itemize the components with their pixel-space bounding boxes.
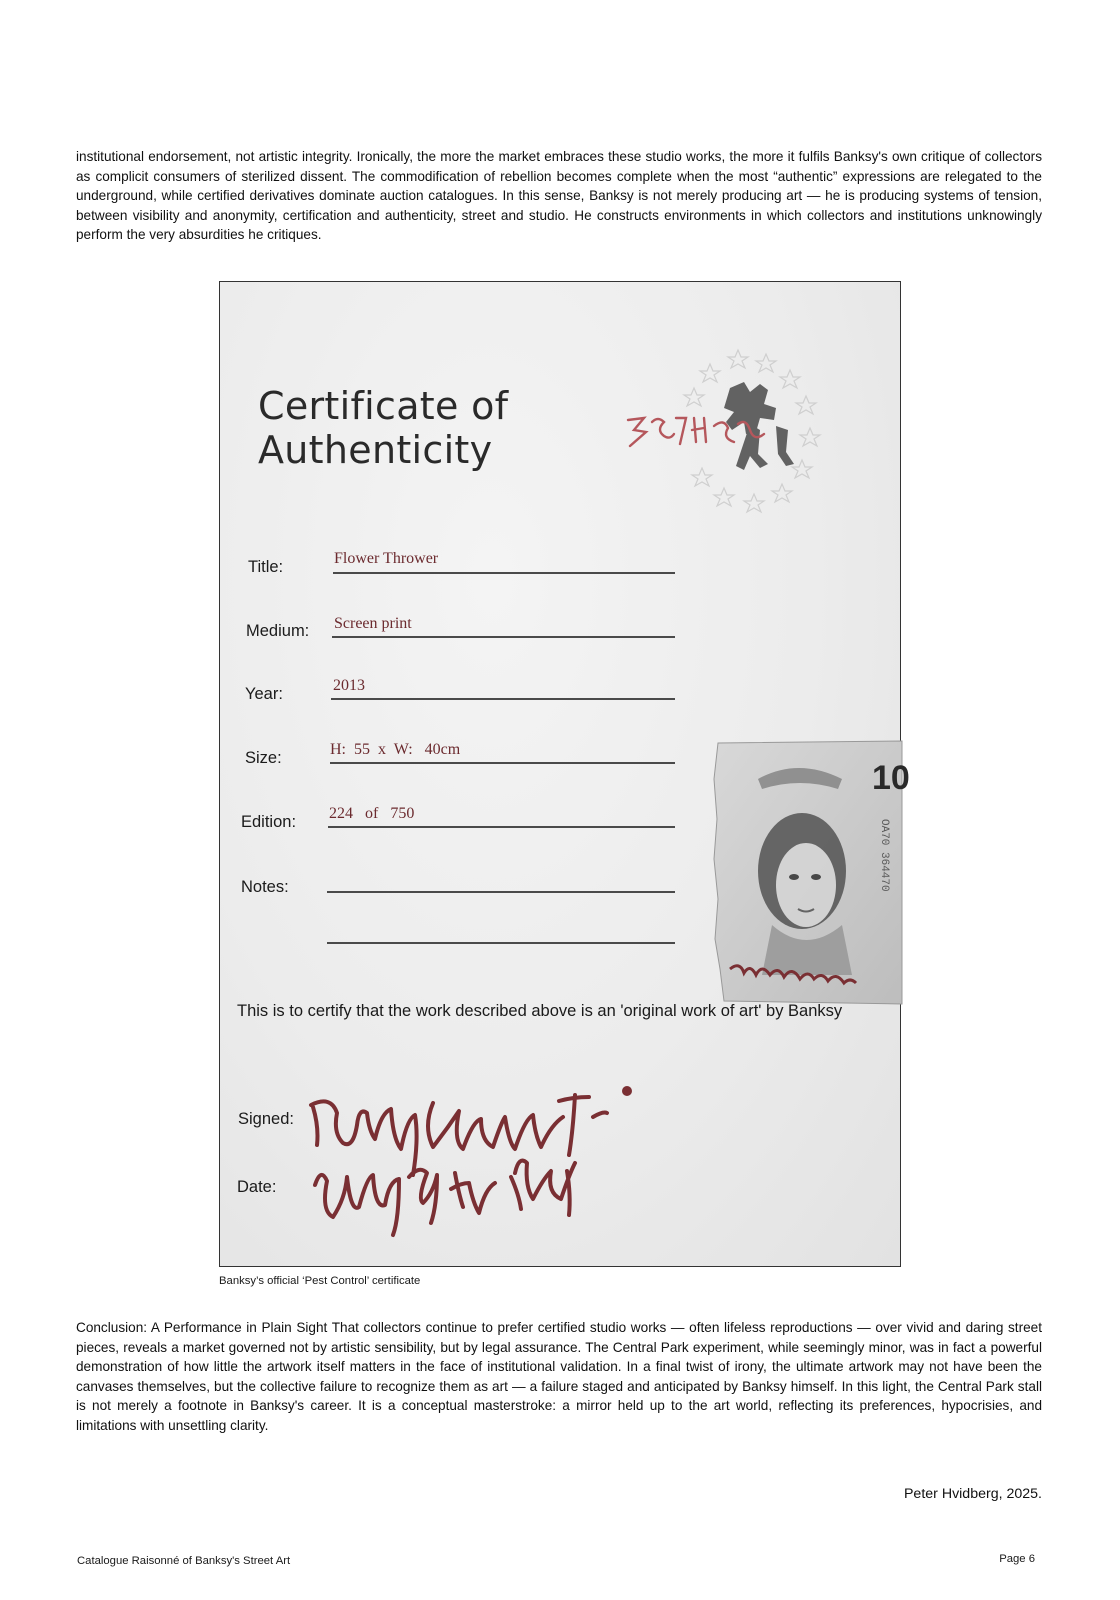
field-notes-underline-2 (327, 942, 675, 944)
certification-statement: This is to certify that the work described above is an 'original work of art' by Banksy (237, 1002, 843, 1020)
banknote-number: 10 (872, 759, 910, 797)
field-medium-label: Medium: (246, 622, 310, 640)
field-notes-underline (327, 891, 675, 893)
field-notes-label: Notes: (241, 878, 289, 896)
certificate-image (219, 281, 910, 1267)
field-size-value: H: 55 x W: 40cm (330, 741, 461, 758)
banknote-image (712, 739, 910, 1004)
signed-label: Signed: (238, 1110, 294, 1128)
handwritten-signature (305, 1077, 665, 1237)
certificate-heading-line1: Certificate of (258, 384, 509, 428)
intro-paragraph: institutional endorsement, not artistic integrity. Ironically, the more the market embraces these studio works, the more it fulfils Banksy's own critique of collectors as complicit consumers of sterilized dissent. The commodification of rebellion becomes complete when the most “authentic” expressions are relegated to the underground, while certified derivatives dominate auction catalogues. In this sense, Banksy is not merely producing art — he is producing systems of tension, between visibility and anonymity, certification and authenticity, street and studio. He constructs environments in which collectors and institutions unknowingly perform the very absurdities he critiques. (76, 149, 1042, 243)
author-signoff: Peter Hvidberg, 2025. (903, 1486, 1042, 1502)
field-medium-underline (332, 636, 675, 638)
date-label: Date: (237, 1178, 277, 1196)
figure-caption: Banksy’s official ‘Pest Control’ certificate (219, 1275, 421, 1287)
field-title-value: Flower Thrower (334, 550, 439, 567)
conclusion-paragraph: Conclusion: A Performance in Plain Sight That collectors continue to prefer certified studio works — often lifeless reproductions — over vivid and daring street pieces, reveals a market governed not by artistic sensibility, but by legal assurance. The Central Park experiment, while seemingly minor, was in fact a powerful demonstration of how little the artwork itself matters in the face of institutional validation. In a final twist of irony, the ultimate artwork may not have been the canvases themselves, but the collective failure to recognize them as art — a failure staged and anticipated by Banksy himself. In this light, the Central Park stall is not merely a footnote in Banksy's career. It is a conceptual masterstroke: a mirror held up to the art world, reflecting its preferences, hypocrisies, and limitations with unsettling clarity. (76, 1320, 1042, 1433)
field-medium-value: Screen print (334, 615, 412, 632)
stamp-handwriting (628, 418, 764, 446)
field-size-underline (330, 762, 675, 764)
field-title-label: Title: (248, 558, 284, 576)
footer-title: Catalogue Raisonné of Banksy's Street Art (77, 1555, 291, 1567)
field-year-value: 2013 (333, 677, 365, 694)
certificate-heading-line2: Authenticity (258, 428, 493, 472)
field-edition-label: Edition: (241, 813, 297, 831)
pest-control-stamp (618, 332, 858, 522)
page-number: Page 6 (999, 1553, 1035, 1565)
certificate-heading (258, 384, 508, 472)
field-year-underline (331, 698, 675, 700)
field-title-underline (333, 572, 675, 574)
field-year-label: Year: (245, 685, 283, 703)
field-edition-value: 224 of 750 (329, 805, 415, 822)
field-size-label: Size: (245, 749, 282, 767)
field-edition-underline (328, 826, 675, 828)
banknote-serial: OA70 364470 (878, 819, 890, 892)
rat-logo-icon (724, 382, 794, 470)
